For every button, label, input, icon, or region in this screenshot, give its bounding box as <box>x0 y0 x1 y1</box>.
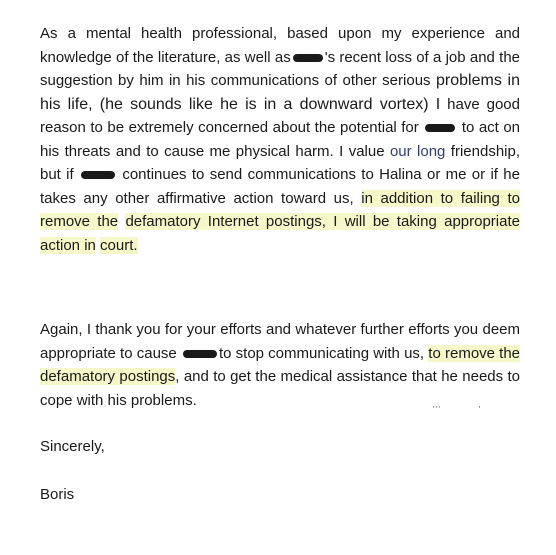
redaction-mark <box>425 124 455 132</box>
text-line: and the suggestion by him in his communications of other serious <box>40 48 521 89</box>
text-line: communications to Halina or me or if he takes any other <box>40 166 520 207</box>
text-line: to act on his threats and to cause me physical harm. I <box>40 119 521 160</box>
text-line: As a mental health professional, based upon my experience and <box>40 25 520 42</box>
scan-speck-icon: ⋅ <box>478 402 481 412</box>
text-line: problems in his life, (he sounds like he is in a downward vortex) I <box>40 72 521 113</box>
highlighted-text: court. <box>100 236 138 254</box>
text-line: us, <box>404 344 425 362</box>
redaction-mark <box>293 54 323 62</box>
redaction-mark <box>183 350 217 358</box>
text-line: to stop communicating with <box>218 344 400 362</box>
letter-paragraph-1 <box>40 22 520 257</box>
highlighted-text: in addition to failing to remove the <box>40 189 520 230</box>
text-line: Again, I thank you for your efforts and whatever further efforts <box>40 321 450 338</box>
text-line: assistance that he needs to cope with his problems. <box>40 368 521 409</box>
scan-speck-icon: ⋅⋅⋅ <box>432 402 441 412</box>
text-line: friendship, but if <box>40 142 521 183</box>
text-line: for <box>401 119 419 136</box>
text-line: knowledge of the literature, as well as <box>40 48 291 66</box>
text-line: 's recent loss of a job <box>324 48 466 66</box>
text-line: , and to get the medical <box>175 368 333 385</box>
text-line: value <box>348 142 385 160</box>
closing: Sincerely, <box>40 438 105 455</box>
text-line: our long <box>389 142 446 160</box>
highlighted-text: to remove the defamatory postings <box>40 344 521 385</box>
letter-paragraph-2 <box>40 318 520 412</box>
highlighted-text: defamatory Internet postings, I will be taking appropriate action in <box>40 213 520 254</box>
text-line: have good reason to be extremely concerned about the potential <box>40 95 520 136</box>
signature: Boris <box>40 486 75 503</box>
text-line: you deem appropriate to cause <box>40 321 521 362</box>
redaction-mark <box>81 171 115 179</box>
text-line: continues to send <box>122 166 243 183</box>
text-line: affirmative action toward us, <box>156 189 354 207</box>
